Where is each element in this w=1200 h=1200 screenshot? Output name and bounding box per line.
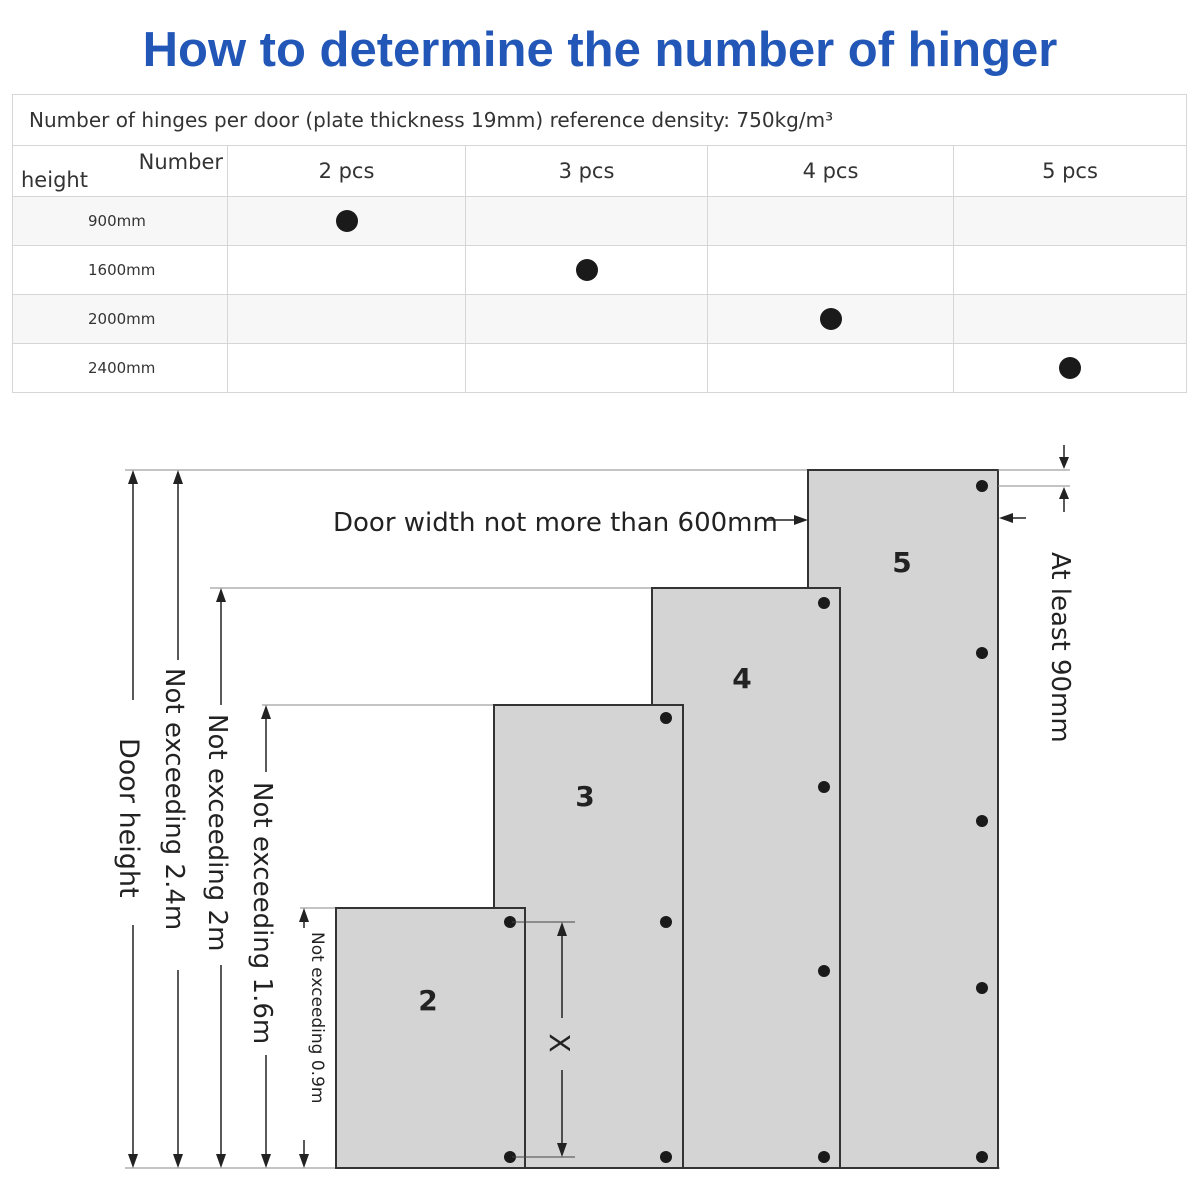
door-number-4: 4 — [732, 662, 752, 695]
label-not-exceeding-1-6m: Not exceeding 1.6m — [247, 782, 277, 1045]
offset-arrow-down-icon — [1059, 457, 1069, 469]
hinge-dot-icon — [976, 647, 988, 659]
row-height-label: 2400mm — [13, 344, 228, 393]
page-title: How to determine the number of hinger — [142, 23, 1058, 77]
row-height-label: 2000mm — [13, 295, 228, 344]
hinge-dot-icon — [660, 1151, 672, 1163]
column-header: 3 pcs — [466, 146, 708, 197]
hinge-dot-icon — [976, 982, 988, 994]
hinge-dot-icon — [660, 916, 672, 928]
width-arrow-left-icon — [999, 513, 1013, 523]
corner-number-label: Number — [138, 150, 223, 174]
door-number-3: 3 — [575, 780, 595, 813]
label-not-exceeding-2-4m: Not exceeding 2.4m — [159, 668, 189, 931]
hinge-dot-icon — [660, 712, 672, 724]
width-arrow-right-icon — [794, 515, 808, 525]
hinge-dot-icon — [818, 781, 830, 793]
table-caption: Number of hinges per door (plate thickness 19mm) reference density: 750kg/m³ — [13, 95, 1187, 146]
door-number-2: 2 — [418, 984, 438, 1017]
hinge-dot-icon — [818, 597, 830, 609]
column-header: 5 pcs — [954, 146, 1187, 197]
hinge-dot-icon — [818, 965, 830, 977]
row-height-label: 900mm — [13, 197, 228, 246]
spacing-label-x: X — [543, 1033, 576, 1053]
corner-height-label: height — [21, 168, 88, 192]
hinge-dot-icon — [976, 480, 988, 492]
hinge-dot-icon — [976, 1151, 988, 1163]
column-header: 4 pcs — [708, 146, 954, 197]
hinge-dot-icon — [818, 1151, 830, 1163]
label-not-exceeding-0-9m: Not exceeding 0.9m — [307, 932, 327, 1104]
door-number-5: 5 — [892, 546, 912, 579]
column-header: 2 pcs — [228, 146, 466, 197]
label-not-exceeding-2m: Not exceeding 2m — [202, 714, 232, 952]
label-door-height: Door height — [113, 738, 144, 898]
label-door-width: Door width not more than 600mm — [333, 508, 778, 538]
row-height-label: 1600mm — [13, 246, 228, 295]
offset-arrow-up-icon — [1059, 487, 1069, 499]
label-at-least-90mm: At least 90mm — [1045, 552, 1075, 743]
hinge-dot-icon — [976, 815, 988, 827]
door-2 — [336, 908, 525, 1168]
